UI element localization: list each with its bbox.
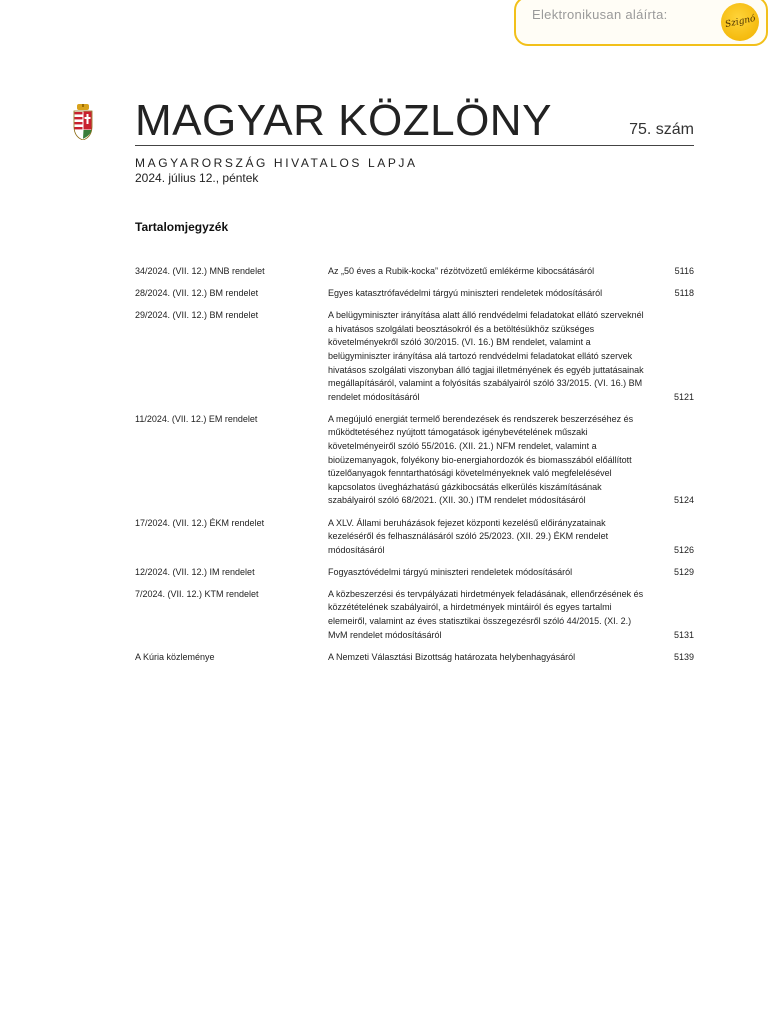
toc-entry-page: 5121: [673, 391, 694, 402]
table-of-contents: [135, 265, 694, 673]
toc-entry-title: A megújuló energiát termelő berendezések és rendszerek beszerzéséhez és működtetéséhez nyújtott támogatások igénybevételének műszaki követelményeiről szóló 55/2016. (XII. 21.) NFM rendelet, valamint a bioüzemanyagok, folyékony bio-energiahordozók és biomasszából előállított tüzelőanyagok fenntarthatósági követelményeknek való megfelelésével kapcsolatos üvegházhatású gázkibocsátás elkerülés kiszámításának szabályairól szóló 68/2021. (XII. 30.) ITM rendelet módosításáról: [328, 413, 634, 506]
toc-entry[interactable]: [135, 287, 694, 301]
toc-entry-reference: 28/2024. (VII. 12.) BM rendelet: [135, 288, 259, 299]
toc-entry-title: A közbeszerzési és tervpályázati hirdetmények feladásának, ellenőrzésének és közzétételének szabályairól, a hirdetmények mintáiról és egyes tartalmi elemeiről, valamint az éves statisztikai összegezésről szóló 44/2015. (XI. 2.) MvM rendelet módosításáról: [328, 588, 644, 640]
toc-entry[interactable]: [135, 413, 694, 508]
toc-entry-page: 5139: [673, 651, 694, 662]
toc-entry-page: 5118: [674, 288, 694, 299]
toc-entry-title: A XLV. Állami beruházások fejezet központi kezelésű előirányzatainak kezeléséről és felhasználásáról szóló 25/2023. (XII. 29.) ÉKM rendelet módosításáról: [328, 517, 609, 555]
toc-entry-page: 5126: [673, 544, 694, 555]
toc-entry[interactable]: [135, 517, 694, 558]
hungarian-coat-of-arms-icon: [72, 104, 94, 140]
toc-entry-reference: 11/2024. (VII. 12.) EM rendelet: [135, 413, 258, 424]
toc-entry-reference: 34/2024. (VII. 12.) MNB rendelet: [135, 266, 265, 276]
toc-entry[interactable]: [135, 309, 694, 404]
header-divider: [135, 145, 694, 146]
toc-entry[interactable]: [135, 265, 694, 279]
publication-date: 2024. július 12., péntek: [135, 171, 259, 185]
toc-entry-title: Fogyasztóvédelmi tárgyú miniszteri rendeletek módosításáról: [328, 566, 573, 577]
toc-entry-title: Az „50 éves a Rubik-kocka” rézötvözetű emlékérme kibocsátásáról: [328, 266, 595, 276]
toc-entry-reference: 12/2024. (VII. 12.) IM rendelet: [135, 566, 255, 577]
publication-subtitle: MAGYARORSZÁG HIVATALOS LAPJA: [135, 156, 418, 170]
page-title: MAGYAR KÖZLÖNY: [135, 96, 552, 145]
signature-seal-icon: [721, 3, 759, 41]
toc-entry-title: Egyes katasztrófavédelmi tárgyú miniszteri rendeletek módosításáról: [328, 288, 603, 299]
toc-entry-page: 5129: [673, 566, 694, 577]
toc-entry-reference: 17/2024. (VII. 12.) ÉKM rendelet: [135, 517, 265, 528]
toc-entry-reference: A Kúria közleménye: [135, 651, 215, 662]
toc-entry-title: A Nemzeti Választási Bizottság határozata helybenhagyásáról: [328, 651, 576, 662]
toc-entry-page: 5131: [673, 629, 694, 640]
toc-entry-reference: 29/2024. (VII. 12.) BM rendelet: [135, 310, 259, 321]
signature-label: Elektronikusan aláírta:: [532, 7, 668, 22]
toc-entry-title: A belügyminiszter irányítása alatt álló rendvédelmi feladatokat ellátó szerveknél a hivatásos szolgálati beosztásokról és a betöltésükhöz szükséges követelményekről szóló 30/2015. (VI. 16.) BM rendelet, valamint a belügyminiszter irányítása alá tartozó rendvédelmi feladatokat ellátó szervek hivatásos szolgálati viszonyban álló tagjai illetményének és egyéb juttatásainak megállapításáról, valamint a folyósítás szabályairól szóló 33/2015. (VI. 16.) BM rendelet módosításáról: [328, 310, 644, 402]
toc-entry-page: 5124: [673, 495, 694, 506]
toc-entry-reference: 7/2024. (VII. 12.) KTM rendelet: [135, 588, 259, 599]
toc-entry-page: 5116: [674, 266, 694, 276]
electronic-signature-box: [514, 0, 768, 46]
toc-entry[interactable]: [135, 588, 694, 642]
issue-number: 75. szám: [629, 121, 694, 138]
toc-heading: Tartalomjegyzék: [135, 220, 229, 234]
signature-seal-text: Szignó: [723, 13, 757, 31]
toc-entry[interactable]: [135, 566, 694, 580]
toc-entry[interactable]: [135, 651, 694, 665]
